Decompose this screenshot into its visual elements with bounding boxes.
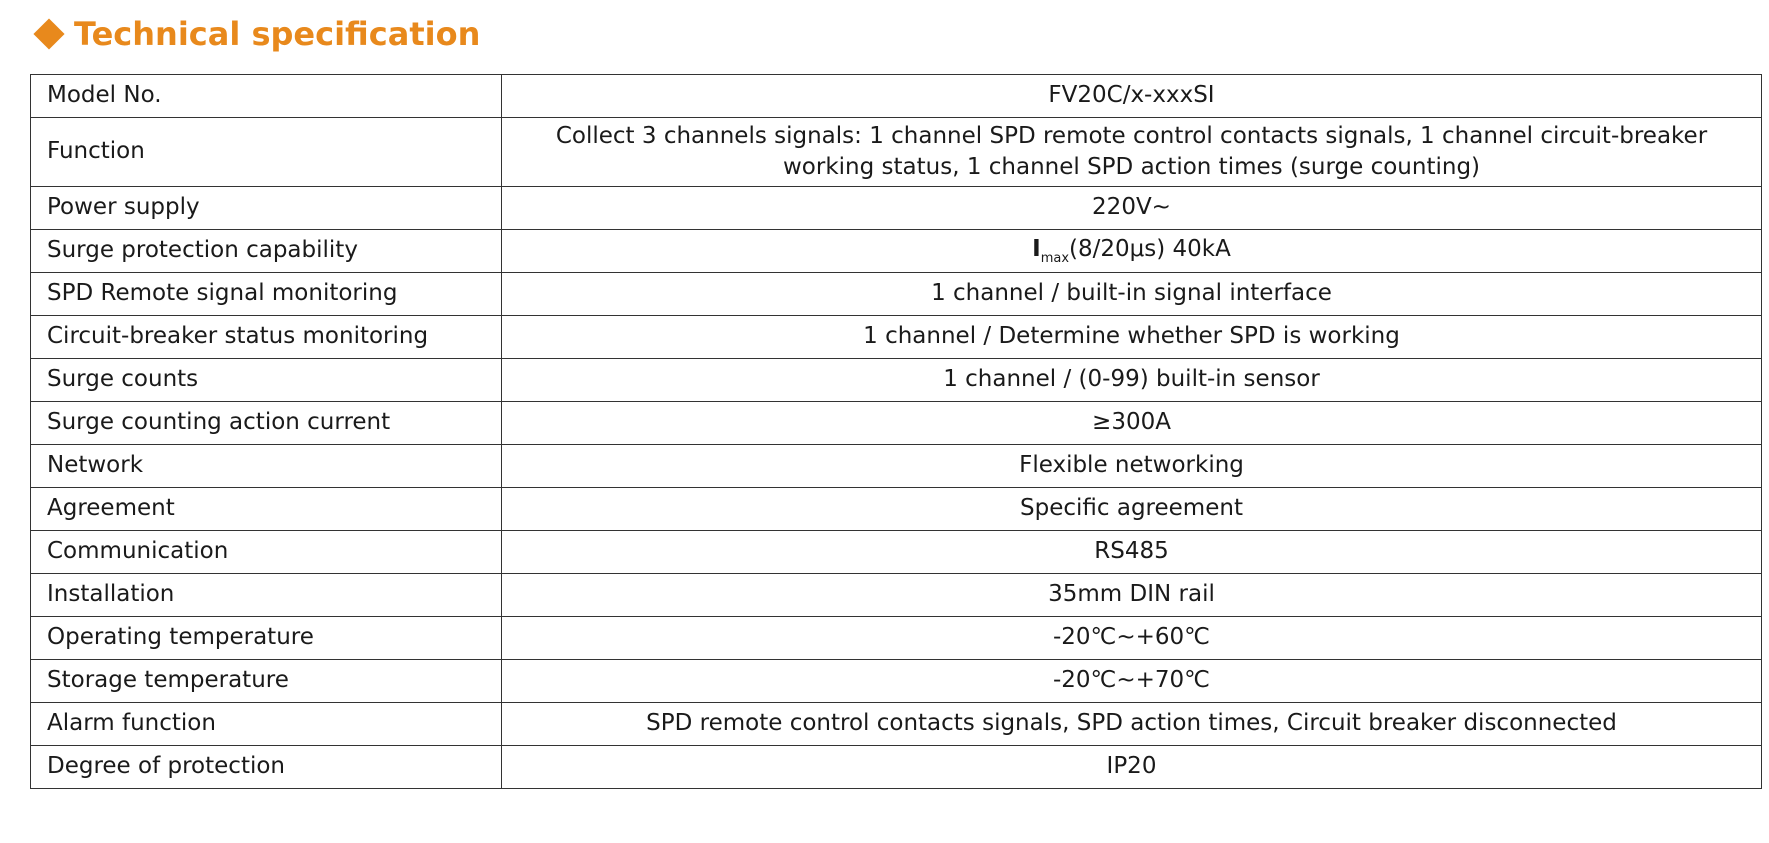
table-row: [31, 187, 1762, 230]
row-value: IP20: [502, 746, 1762, 789]
table-row: [31, 75, 1762, 118]
row-label: SPD Remote signal monitoring: [31, 273, 502, 316]
row-label: Surge counting action current: [31, 402, 502, 445]
row-value: Collect 3 channels signals: 1 channel SPD remote control contacts signals, 1 channel circuit-breaker working status, 1 channel SPD action times (surge counting): [502, 118, 1762, 187]
imax-symbol: I: [1032, 236, 1041, 263]
row-value: ≥300A: [502, 402, 1762, 445]
section-heading: [32, 12, 480, 56]
row-value: Flexible networking: [502, 445, 1762, 488]
row-value: -20℃~+70℃: [502, 660, 1762, 703]
row-label: Power supply: [31, 187, 502, 230]
table-row: [31, 488, 1762, 531]
section-title: Technical specification: [74, 15, 481, 53]
row-label: Circuit-breaker status monitoring: [31, 316, 502, 359]
row-value: 1 channel / (0-99) built-in sensor: [502, 359, 1762, 402]
table-row: [31, 230, 1762, 273]
row-value-surge-capability: [502, 230, 1762, 273]
row-value: RS485: [502, 531, 1762, 574]
row-label: Degree of protection: [31, 746, 502, 789]
row-value: 1 channel / built-in signal interface: [502, 273, 1762, 316]
table-row: [31, 574, 1762, 617]
surge-capability-value: (8/20μs) 40kA: [1069, 236, 1231, 263]
row-value: Specific agreement: [502, 488, 1762, 531]
row-label: Function: [31, 118, 502, 187]
row-label: Alarm function: [31, 703, 502, 746]
table-row: [31, 531, 1762, 574]
row-value: 1 channel / Determine whether SPD is working: [502, 316, 1762, 359]
spec-table: [30, 74, 1762, 789]
row-value: -20℃~+60℃: [502, 617, 1762, 660]
row-label: Network: [31, 445, 502, 488]
table-row: [31, 746, 1762, 789]
row-label: Model No.: [31, 75, 502, 118]
imax-subscript: max: [1040, 251, 1070, 267]
row-value: SPD remote control contacts signals, SPD action times, Circuit breaker disconnected: [502, 703, 1762, 746]
row-label: Storage temperature: [31, 660, 502, 703]
row-value: 220V~: [502, 187, 1762, 230]
diamond-icon: [33, 18, 64, 49]
row-value: FV20C/x-xxxSI: [502, 75, 1762, 118]
table-row: [31, 445, 1762, 488]
table-row: [31, 118, 1762, 187]
row-value: 35mm DIN rail: [502, 574, 1762, 617]
table-row: [31, 402, 1762, 445]
table-row: [31, 703, 1762, 746]
row-label: Communication: [31, 531, 502, 574]
table-row: [31, 273, 1762, 316]
table-row: [31, 359, 1762, 402]
row-label: Agreement: [31, 488, 502, 531]
row-label: Surge counts: [31, 359, 502, 402]
row-label: Installation: [31, 574, 502, 617]
table-row: [31, 617, 1762, 660]
table-row: [31, 316, 1762, 359]
table-row: [31, 660, 1762, 703]
row-label: Operating temperature: [31, 617, 502, 660]
row-label: Surge protection capability: [31, 230, 502, 273]
